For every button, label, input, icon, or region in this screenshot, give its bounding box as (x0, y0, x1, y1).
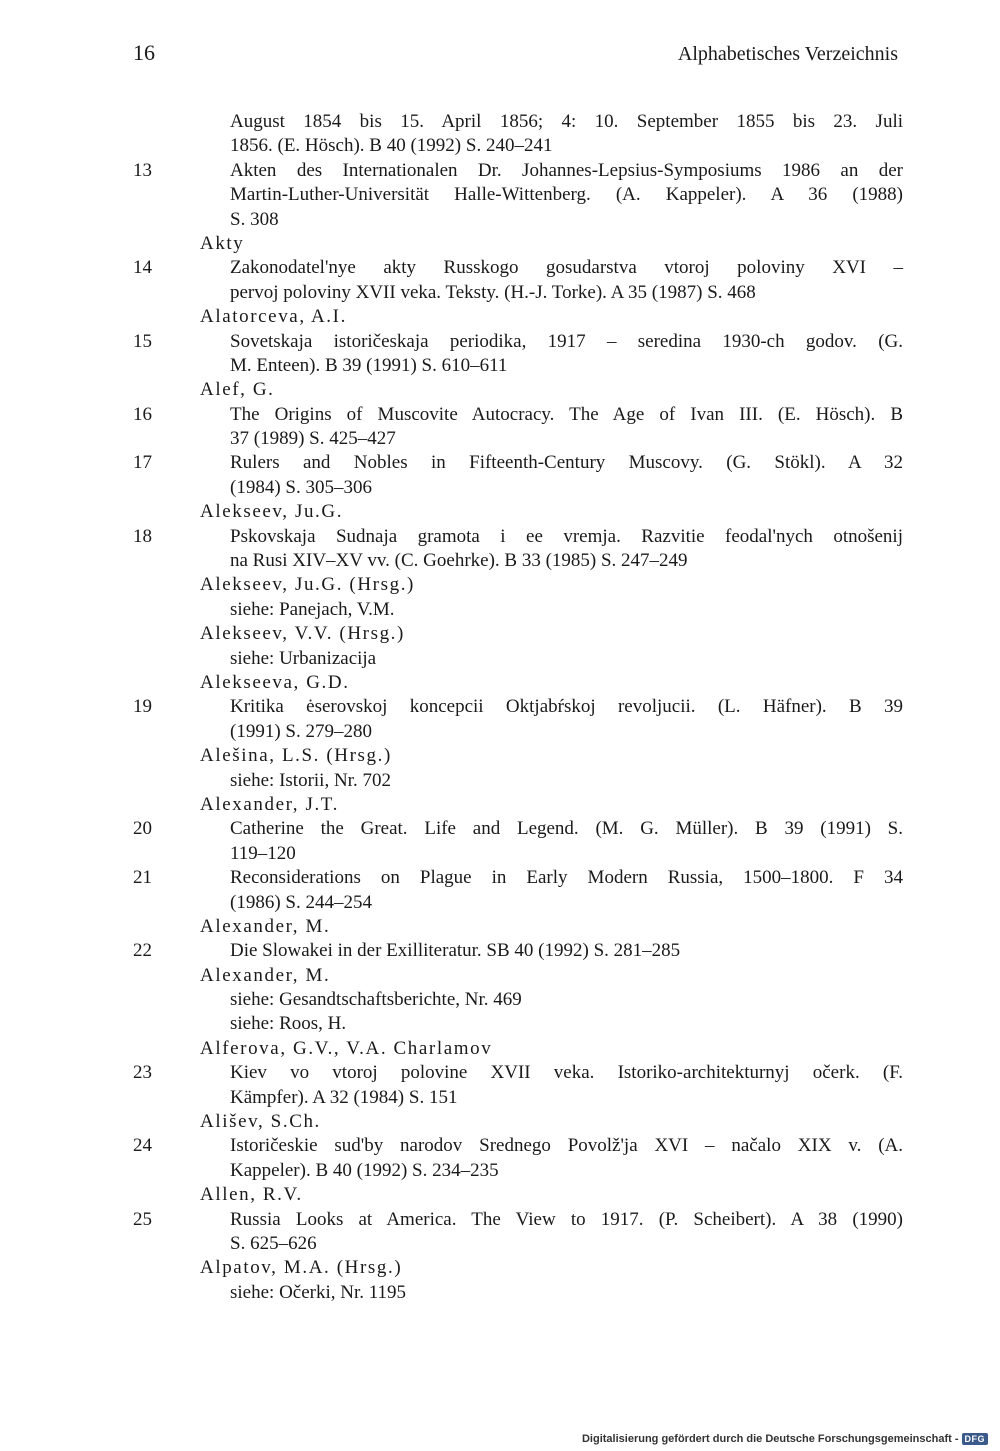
entry-text: na Rusi XIV–XV vv. (C. Goehrke). B 33 (1985) S. 247–249 (230, 550, 688, 572)
entry-line (133, 891, 903, 915)
entry-text: S. 308 (230, 208, 279, 230)
author-heading-line (133, 1256, 903, 1280)
entry-line (133, 939, 903, 963)
author-heading-line (133, 744, 903, 768)
entry-line (133, 330, 903, 354)
dfg-logo: DFG (962, 1433, 989, 1445)
entry-text: S. 625–626 (230, 1232, 317, 1254)
author-heading-line (133, 1037, 903, 1061)
entry-line (133, 525, 903, 549)
author-name: Alešina, L.S. (Hrsg.) (200, 745, 392, 767)
author-name: Ališev, S.Ch. (200, 1111, 321, 1133)
entry-number: 13 (133, 159, 152, 181)
entry-text: 119–120 (230, 842, 296, 864)
author-heading-line (133, 671, 903, 695)
entry-line (133, 354, 903, 378)
author-name: Alexander, J.T. (200, 793, 339, 815)
entry-text: Zakonodatel'nye akty Russkogo gosudarstva vtoroj poloviny XVI – (230, 257, 903, 279)
entry-text: siehe: Panejach, V.M. (230, 598, 395, 620)
entry-text: Pskovskaja Sudnaja gramota i ee vremja. Razvitie feodal'nych otnošenij (230, 525, 903, 547)
entry-text: Kappeler). B 40 (1992) S. 234–235 (230, 1159, 499, 1181)
author-heading-line (133, 232, 903, 256)
author-name: Alpatov, M.A. (Hrsg.) (200, 1257, 403, 1279)
entry-number: 18 (133, 525, 152, 547)
entry-text: Rulers and Nobles in Fifteenth-Century Muscovy. (G. Stökl). A 32 (230, 452, 903, 474)
entry-text: Catherine the Great. Life and Legend. (M. G. Müller). B 39 (1991) S. (230, 818, 903, 840)
credit-text: Digitalisierung gefördert durch die Deutsche Forschungsgemeinschaft - (581, 1433, 959, 1445)
entry-text: Akten des Internationalen Dr. Johannes-Lepsius-Symposiums 1986 an der (230, 159, 903, 181)
entry-line (133, 598, 903, 622)
author-name: Alexander, M. (200, 964, 331, 986)
entry-line (133, 476, 903, 500)
entry-line (133, 695, 903, 719)
entry-line (133, 451, 903, 475)
entry-line (133, 1232, 903, 1256)
entry-text: Russia Looks at America. The View to 1917. (P. Scheibert). A 38 (1990) (230, 1208, 903, 1230)
entry-text: siehe: Očerki, Nr. 1195 (230, 1281, 407, 1303)
entry-line (133, 988, 903, 1012)
digitization-credit (582, 1433, 988, 1445)
author-heading-line (133, 1183, 903, 1207)
entry-text: Kritika ėserovskoj koncepcii Oktjabŕskoj revoljucii. (L. Häfner). B 39 (230, 696, 903, 718)
entry-line (133, 549, 903, 573)
entry-text: pervoj poloviny XVII veka. Teksty. (H.-J. Torke). A 35 (1987) S. 468 (230, 281, 756, 303)
author-name: Allen, R.V. (200, 1184, 303, 1206)
entry-text: 1856. (E. Hösch). B 40 (1992) S. 240–241 (230, 135, 553, 157)
entry-line (133, 842, 903, 866)
entry-line (133, 281, 903, 305)
page-number: 16 (133, 40, 155, 65)
entry-text: (1984) S. 305–306 (230, 476, 372, 498)
author-heading-line (133, 964, 903, 988)
author-name: Alekseev, Ju.G. (Hrsg.) (200, 574, 415, 596)
entry-text: (1986) S. 244–254 (230, 891, 372, 913)
running-head: Alphabetisches Verzeichnis (677, 43, 898, 65)
entry-number: 23 (133, 1062, 152, 1084)
author-name: Alatorceva, A.I. (200, 306, 347, 328)
entry-text: Kämpfer). A 32 (1984) S. 151 (230, 1086, 458, 1108)
entry-text: siehe: Gesandtschaftsberichte, Nr. 469 (230, 989, 522, 1011)
entry-number: 20 (133, 818, 152, 840)
entry-number: 17 (133, 452, 152, 474)
bibliography-list (133, 110, 903, 1305)
author-name: Alekseev, V.V. (Hrsg.) (200, 623, 405, 645)
author-heading-line (133, 793, 903, 817)
author-name: Alferova, G.V., V.A. Charlamov (200, 1037, 493, 1059)
author-heading-line (133, 1110, 903, 1134)
entry-text: Die Slowakei in der Exilliteratur. SB 40 (1992) S. 281–285 (230, 940, 681, 962)
entry-text: Reconsiderations on Plague in Early Modern Russia, 1500–1800. F 34 (230, 867, 903, 889)
author-heading-line (133, 573, 903, 597)
author-name: Akty (200, 232, 245, 254)
entry-line (133, 110, 903, 134)
author-name: Alekseeva, G.D. (200, 671, 350, 693)
entry-text: siehe: Urbanizacija (230, 647, 377, 669)
entry-number: 21 (133, 867, 152, 889)
entry-line (133, 1061, 903, 1085)
entry-text: August 1854 bis 15. April 1856; 4: 10. September 1855 bis 23. Juli (230, 111, 903, 132)
entry-line (133, 647, 903, 671)
entry-text: siehe: Istorii, Nr. 702 (230, 769, 391, 791)
entry-line (133, 1134, 903, 1158)
author-heading-line (133, 622, 903, 646)
author-heading-line (133, 500, 903, 524)
entry-number: 15 (133, 330, 152, 352)
author-name: Alef, G. (200, 379, 275, 401)
entry-text: (1991) S. 279–280 (230, 720, 372, 742)
entry-number: 14 (133, 257, 152, 279)
entry-number: 19 (133, 696, 152, 718)
entry-line (133, 1208, 903, 1232)
author-heading-line (133, 915, 903, 939)
entry-text: Istoričeskie sud'by narodov Srednego Povolž'ja XVI – načalo XIX v. (A. (230, 1135, 903, 1157)
entry-line (133, 208, 903, 232)
entry-text: 37 (1989) S. 425–427 (230, 428, 396, 450)
entry-number: 24 (133, 1135, 152, 1157)
entry-line (133, 256, 903, 280)
entry-line (133, 817, 903, 841)
entry-text: M. Enteen). B 39 (1991) S. 610–611 (230, 354, 508, 376)
author-heading-line (133, 305, 903, 329)
entry-text: siehe: Roos, H. (230, 1013, 347, 1035)
author-name: Alexander, M. (200, 915, 331, 937)
author-name: Alekseev, Ju.G. (200, 501, 344, 523)
entry-line (133, 769, 903, 793)
entry-number: 25 (133, 1208, 152, 1230)
entry-line (133, 720, 903, 744)
entry-line (133, 1281, 903, 1305)
entry-text: Martin-Luther-Universität Halle-Wittenberg. (A. Kappeler). A 36 (1988) (230, 184, 903, 206)
entry-line (133, 183, 903, 207)
entry-text: Kiev vo vtoroj polovine XVII veka. Istoriko-architekturnyj očerk. (F. (230, 1062, 903, 1084)
entry-line (133, 866, 903, 890)
entry-line (133, 1012, 903, 1036)
entry-number: 16 (133, 403, 152, 425)
entry-line (133, 159, 903, 183)
entry-line (133, 1159, 903, 1183)
entry-line (133, 134, 903, 158)
author-heading-line (133, 378, 903, 402)
entry-line (133, 403, 903, 427)
entry-line (133, 427, 903, 451)
entry-text: Sovetskaja istoričeskaja periodika, 1917 – seredina 1930-ch godov. (G. (230, 330, 903, 352)
entry-number: 22 (133, 940, 152, 962)
entry-text: The Origins of Muscovite Autocracy. The Age of Ivan III. (E. Hösch). B (230, 403, 903, 425)
entry-line (133, 1086, 903, 1110)
